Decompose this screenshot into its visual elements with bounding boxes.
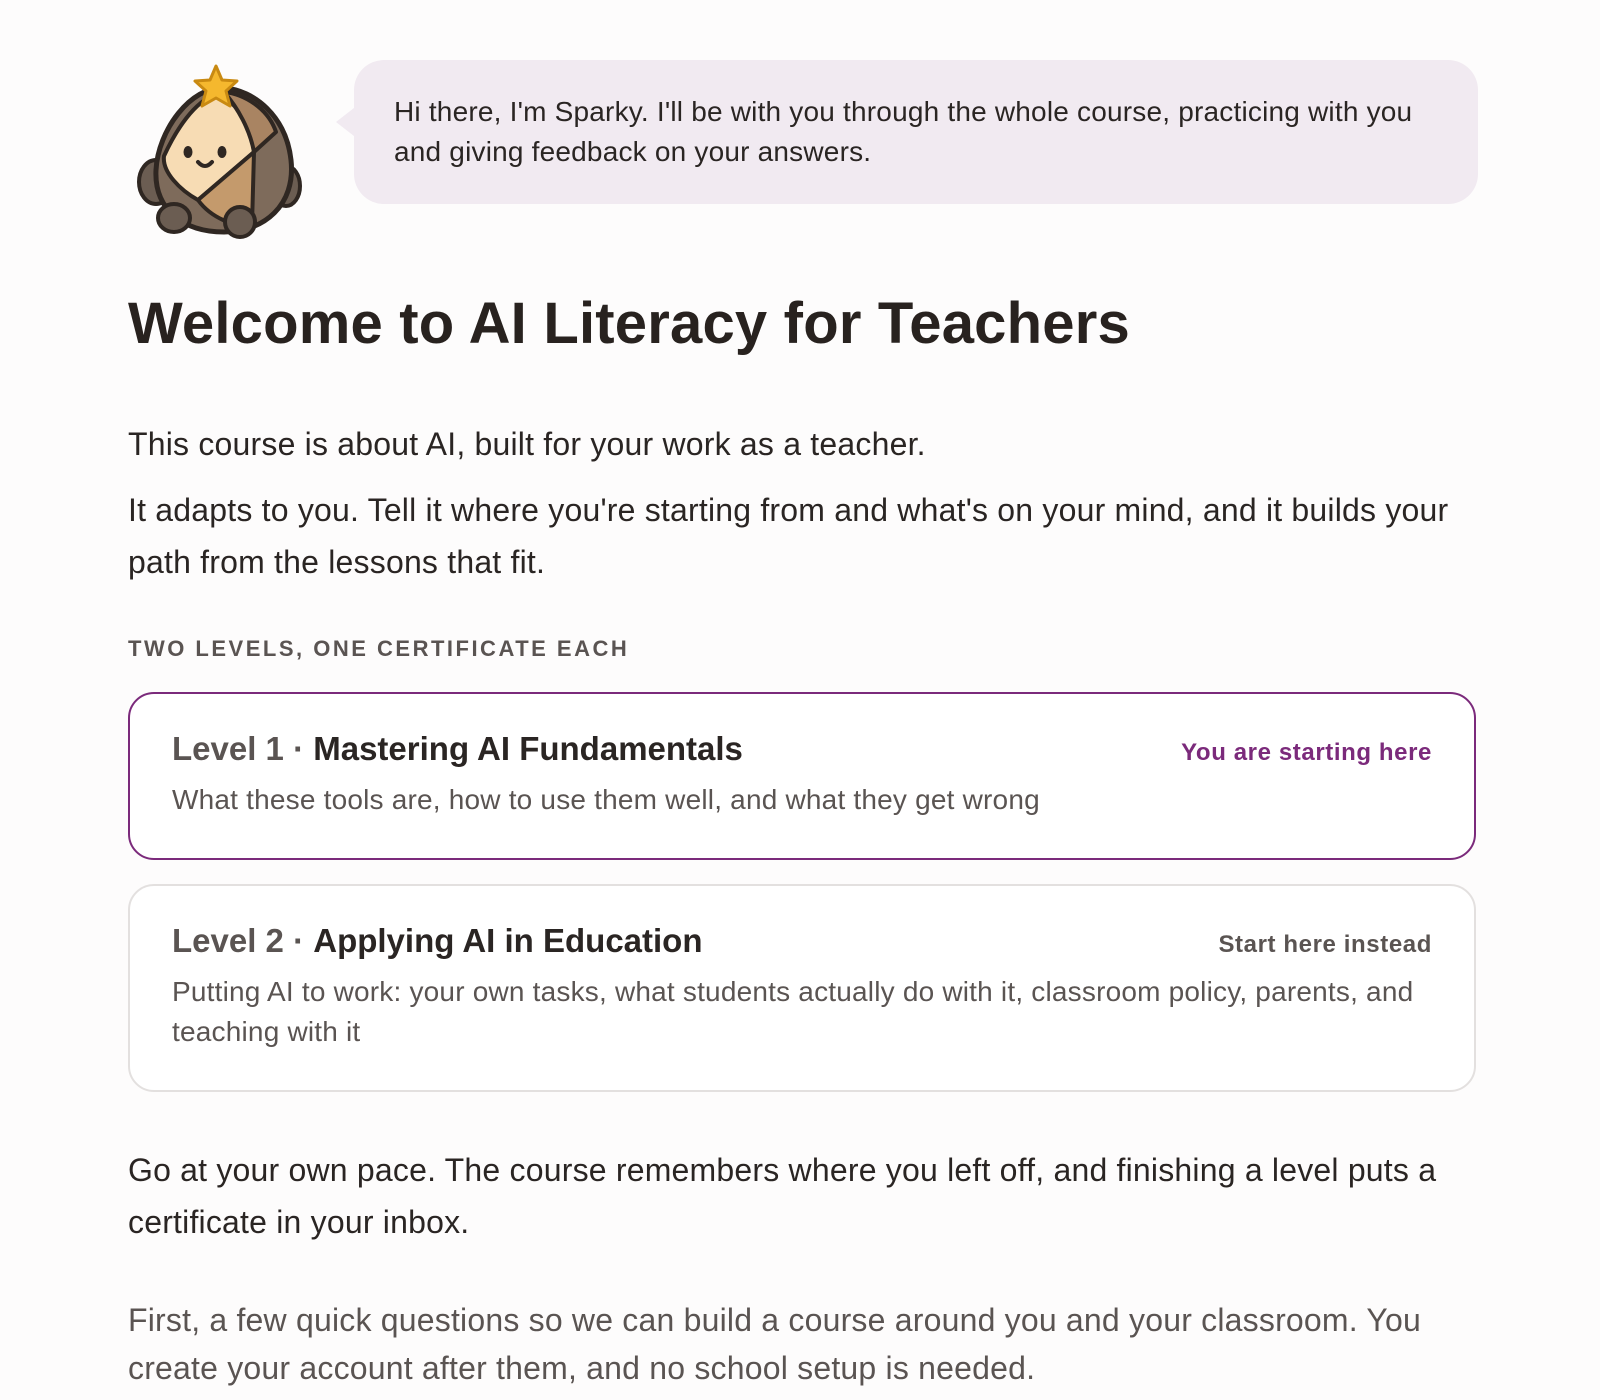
mascot-speech-bubble: Hi there, I'm Sparky. I'll be with you through the whole course, practicing with you and giving feedback on your answers.	[354, 60, 1478, 204]
level-number: Level 1 ·	[172, 730, 314, 767]
level-name: Applying AI in Education	[313, 922, 703, 959]
sparky-mascot-icon	[136, 60, 312, 246]
next-steps-text: First, a few quick questions so we can build a course around you and your classroom. You create your account after them, and no school setup is needed.	[128, 1302, 1421, 1386]
level-number: Level 2 ·	[172, 922, 314, 959]
level-card-header	[172, 922, 1432, 960]
level-card-1[interactable]	[128, 692, 1476, 860]
levels-heading: TWO LEVELS, ONE CERTIFICATE EACH	[128, 636, 630, 661]
intro-line-2: It adapts to you. Tell it where you're starting from and what's on your mind, and it builds your path from the lessons that fit.	[128, 492, 1449, 580]
start-here-instead-button[interactable]: Start here instead	[1218, 931, 1432, 958]
level-card-header	[172, 730, 1432, 768]
level-card-2[interactable]	[128, 884, 1476, 1092]
level-description: What these tools are, how to use them well, and what they get wrong	[172, 784, 1040, 815]
level-title	[172, 730, 743, 768]
level-name: Mastering AI Fundamentals	[313, 730, 743, 767]
level-title	[172, 922, 703, 960]
level-description: Putting AI to work: your own tasks, what students actually do with it, classroom policy, parents, and teaching with it	[172, 976, 1414, 1047]
level-status-label: You are starting here	[1181, 739, 1432, 766]
pace-text: Go at your own pace. The course remembers where you left off, and finishing a level puts a certificate in your inbox.	[128, 1152, 1437, 1240]
mascot-header	[136, 60, 1478, 250]
intro-line-1: This course is about AI, built for your work as a teacher.	[128, 426, 926, 462]
page-title: Welcome to AI Literacy for Teachers	[128, 291, 1130, 356]
